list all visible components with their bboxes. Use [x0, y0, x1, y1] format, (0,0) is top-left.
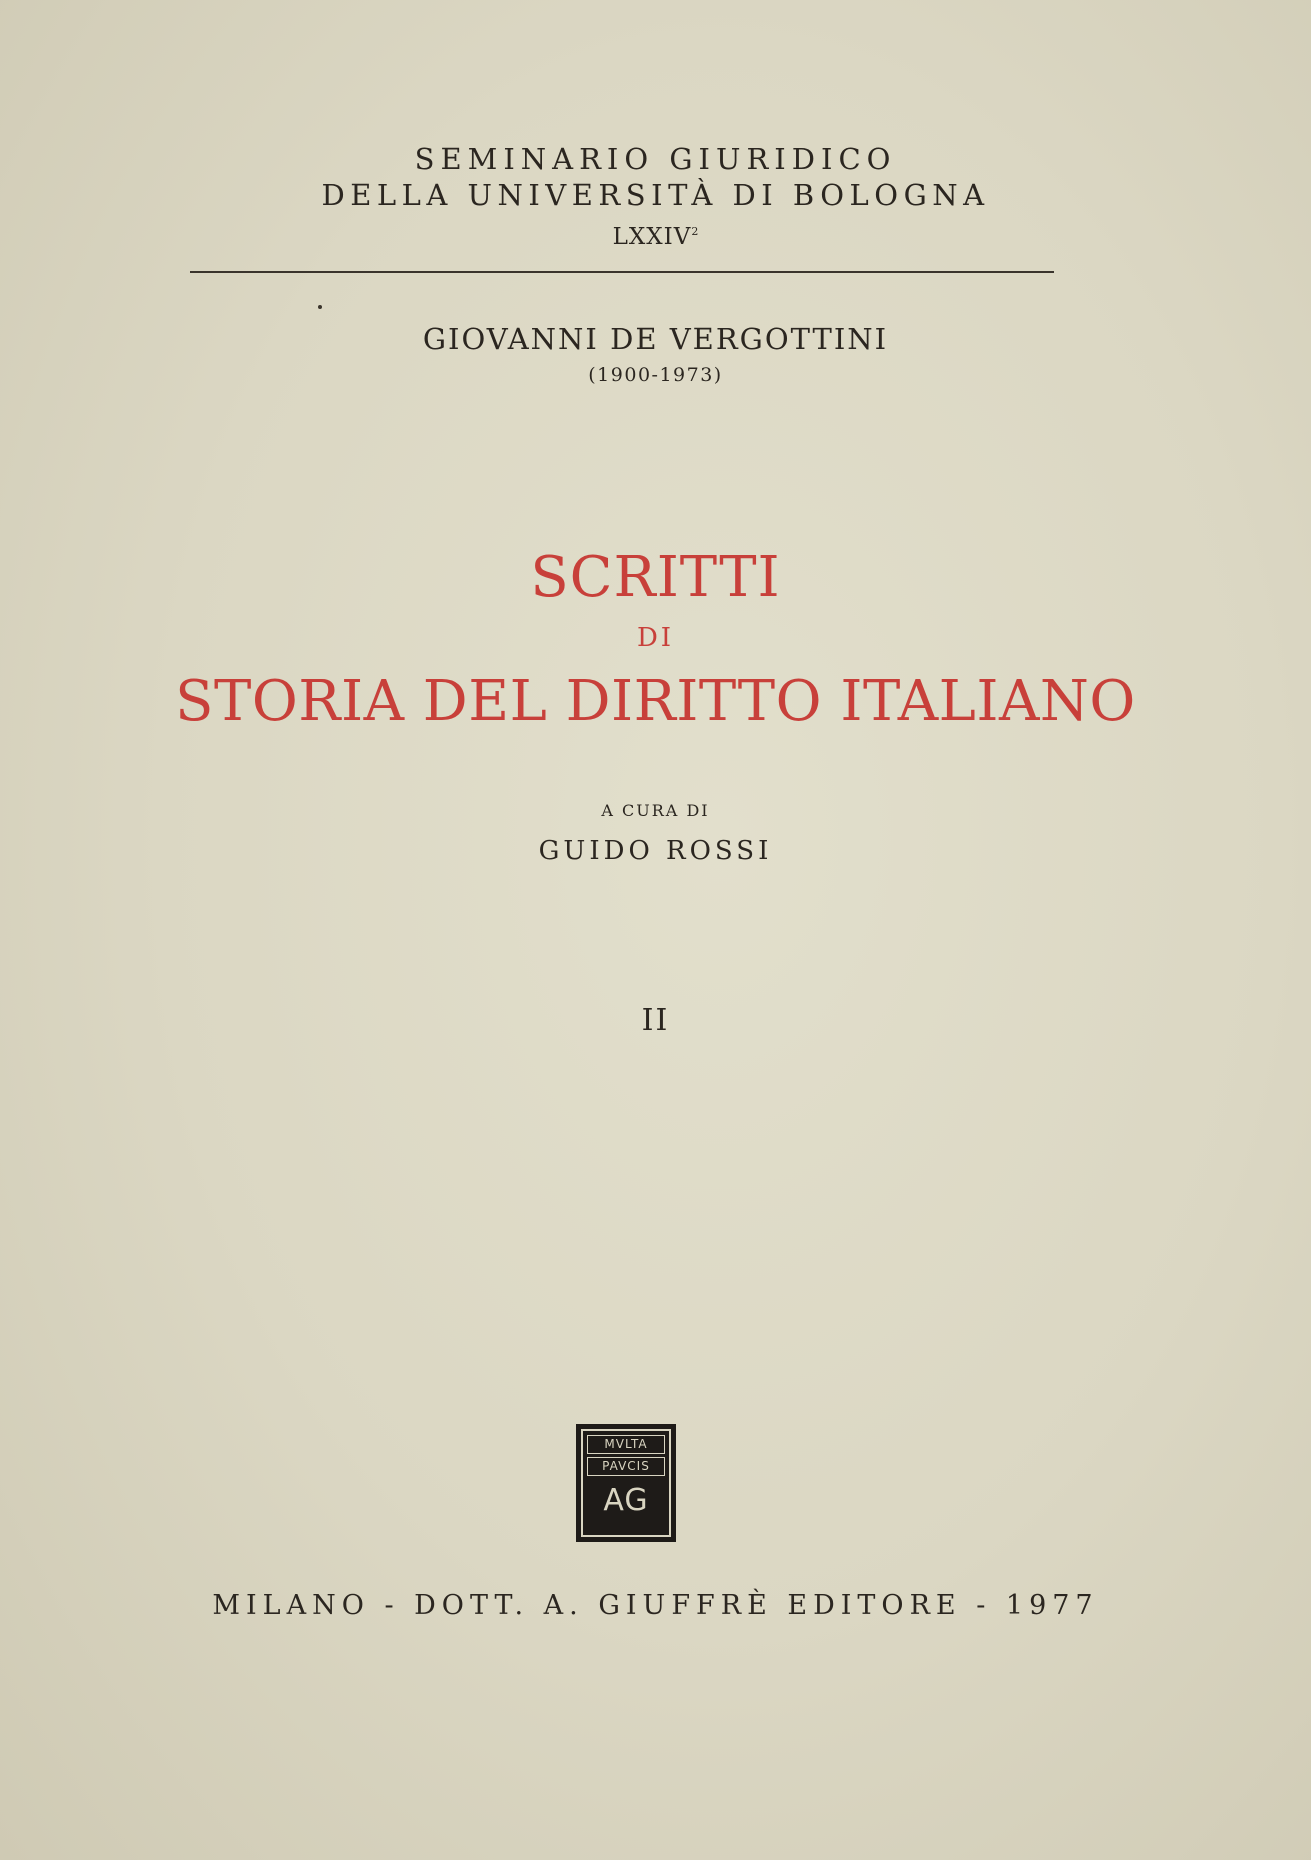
series-number-roman: LXXIV [612, 224, 692, 250]
series-title-line-1: SEMINARIO GIURIDICO [414, 142, 897, 176]
series-title-line-2: DELLA UNIVERSITÀ DI BOLOGNA [321, 178, 990, 212]
author-name: GIOVANNI DE VERGOTTINI [422, 322, 889, 356]
logo-monogram: AG [603, 1483, 649, 1518]
author-dates: (1900-1973) [588, 364, 723, 386]
book-title-connector: DI [636, 623, 675, 653]
volume-number: II [641, 1003, 670, 1038]
editor-name: GUIDO ROSSI [538, 836, 773, 866]
ink-speck [318, 305, 322, 309]
publisher-imprint: MILANO - DOTT. A. GIUFFRÈ EDITORE - 1977 [212, 1590, 1099, 1621]
logo-word-multa: MVLTA [587, 1435, 665, 1454]
book-title-line-1: SCRITTI [530, 545, 781, 610]
horizontal-rule [190, 271, 1054, 273]
series-number-superscript: 2 [691, 225, 699, 238]
publisher-logo-frame [581, 1429, 671, 1537]
editor-label: A CURA DI [601, 801, 710, 820]
publisher-logo [576, 1424, 676, 1542]
series-number [0, 224, 1311, 250]
logo-word-paucis: PAVCIS [587, 1457, 665, 1476]
book-title-line-2: STORIA DEL DIRITTO ITALIANO [175, 669, 1136, 734]
